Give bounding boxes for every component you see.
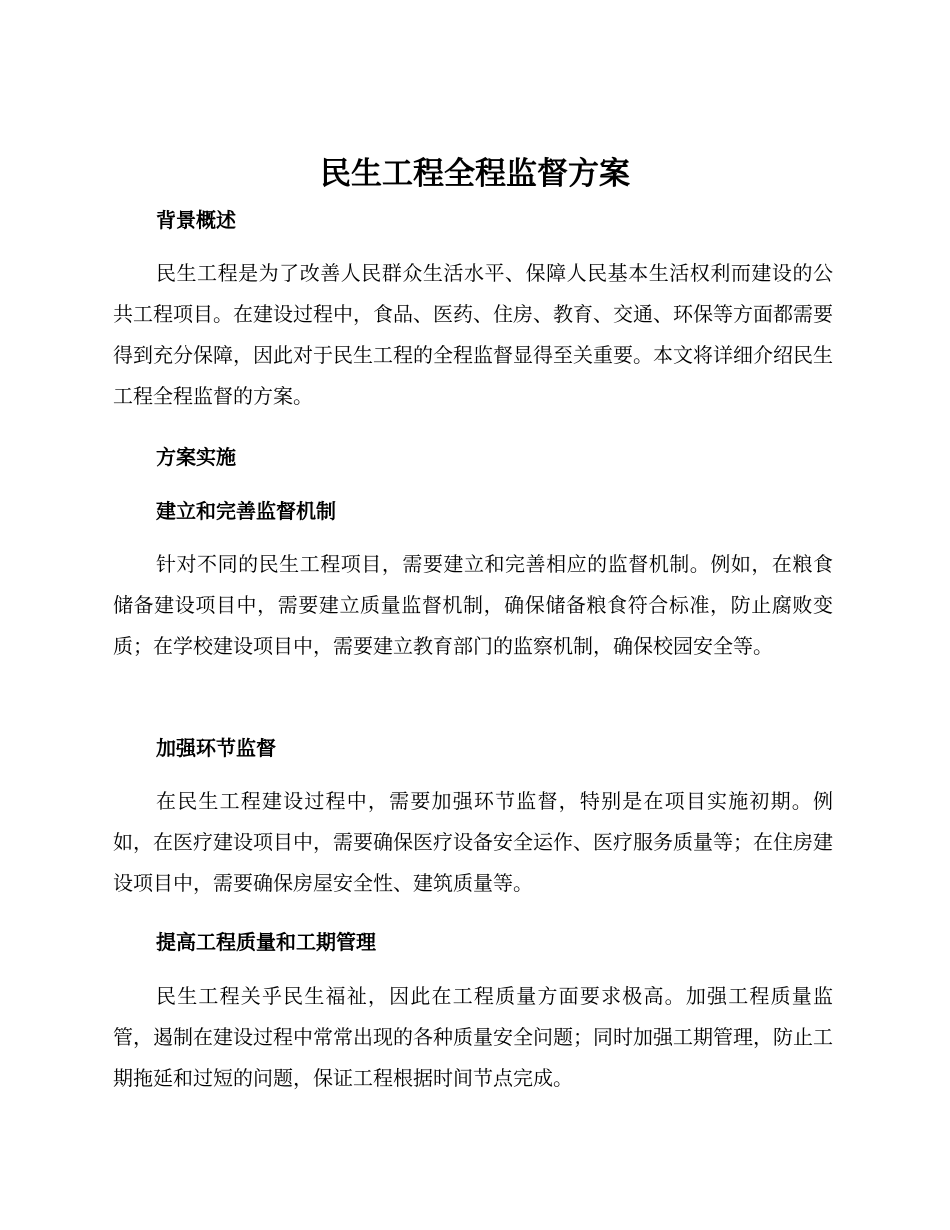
section-heading-mechanism: 建立和完善监督机制 <box>156 499 336 523</box>
document-title: 民生工程全程监督方案 <box>320 156 630 192</box>
section-heading-implementation: 方案实施 <box>156 445 236 469</box>
section-paragraph-quality-schedule: 民生工程关乎民生福祉，因此在工程质量方面要求极高。加强工程质量监管，遏制在建设过程中常常出现的各种质量安全问题；同时加强工期管理，防止工期拖延和过短的问题，保证工程根据时间节点完成。 <box>113 984 833 1090</box>
section-heading-quality-schedule: 提高工程质量和工期管理 <box>156 930 376 954</box>
section-paragraph-process-supervision: 在民生工程建设过程中，需要加强环节监督，特别是在项目实施初期。例如，在医疗建设项目中，需要确保医疗设备安全运作、医疗服务质量等；在住房建设项目中，需要确保房屋安全性、建筑质量等。 <box>113 789 833 895</box>
section-paragraph-background: 民生工程是为了改善人民群众生活水平、保障人民基本生活权利而建设的公共工程项目。在建设过程中，食品、医药、住房、教育、交通、环保等方面都需要得到充分保障，因此对于民生工程的全程监督显得至关重要。本文将详细介绍民生工程全程监督的方案。 <box>113 261 833 408</box>
section-heading-background: 背景概述 <box>156 208 236 232</box>
section-paragraph-mechanism: 针对不同的民生工程项目，需要建立和完善相应的监督机制。例如，在粮食储备建设项目中，需要建立质量监督机制，确保储备粮食符合标准，防止腐败变质；在学校建设项目中，需要建立教育部门的监察机制，确保校园安全等。 <box>113 552 833 658</box>
section-heading-process-supervision: 加强环节监督 <box>156 736 276 760</box>
